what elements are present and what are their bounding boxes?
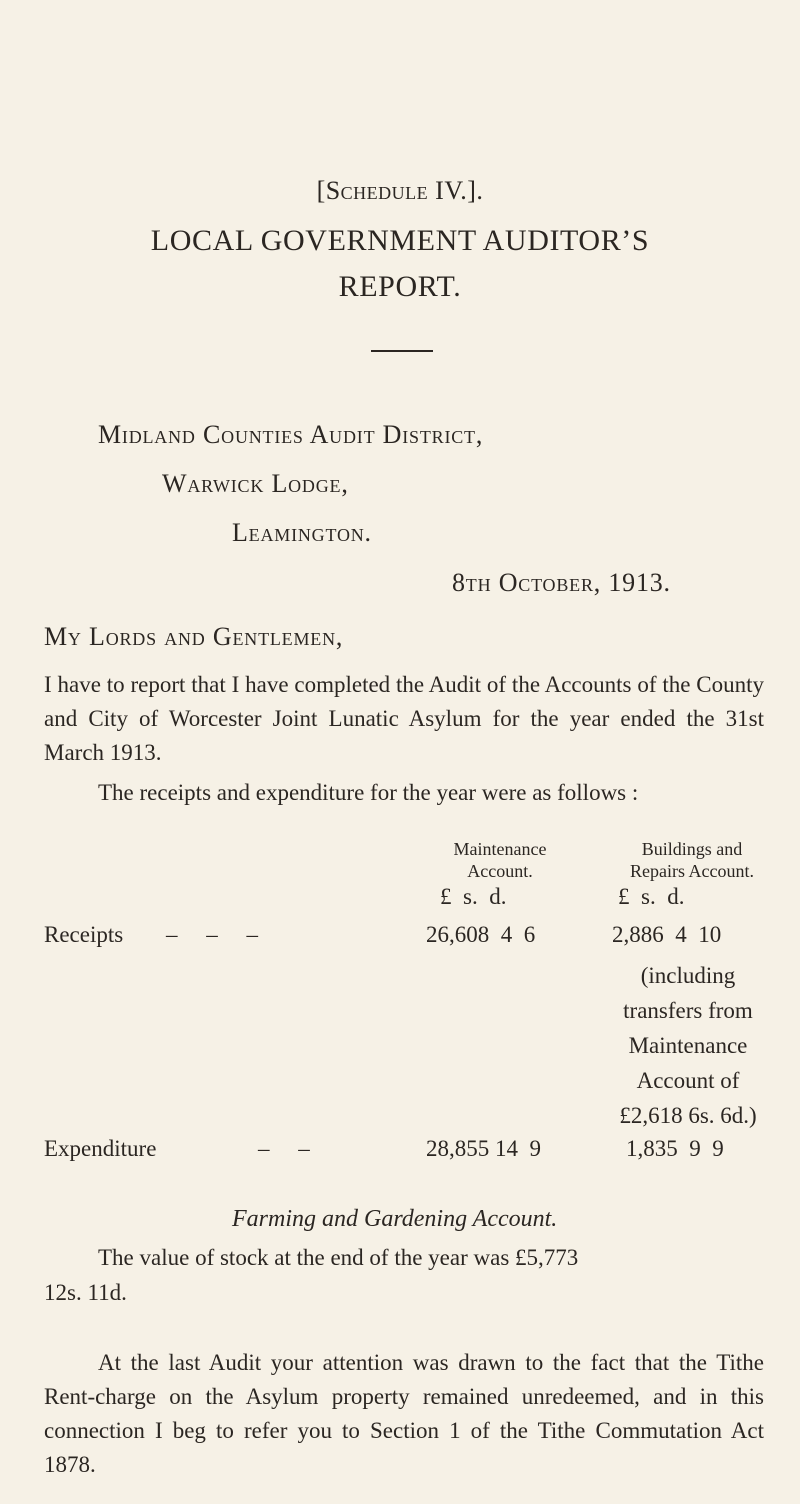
report-title-line1: LOCAL GOVERNMENT AUDITOR’S (150, 224, 650, 257)
expenditure-dashes: – – (258, 1136, 310, 1161)
intro-paragraph: I have to report that I have completed the Audit of the Accounts of the County and City of Worcester Joint Lunatic Asylum for the year ended the 31st March 1913. (44, 672, 764, 765)
closing-paragraph: At the last Audit your attention was drawn to the fact that the Tithe Rent-charge on the Asylum property remained unredeemed, and in this connection I beg to refer you to Section 1 of the Tithe Commutation Act 1878. (44, 1350, 764, 1477)
title-divider (371, 350, 433, 352)
receipts-label: Receipts (44, 922, 124, 947)
schedule-label: [Schedule IV.]. (316, 176, 484, 205)
address-line1: Midland Counties Audit District, (98, 420, 484, 449)
maintenance-units: £ s. d. (440, 884, 507, 909)
expenditure-buildings-value: 1,835 9 9 (626, 1136, 724, 1161)
maintenance-header-line2: Account. (467, 861, 533, 881)
salutation: My Lords and Gentlemen, (44, 622, 344, 651)
report-date: 8th October, 1913. (452, 568, 671, 597)
buildings-header-line2: Repairs Account. (630, 861, 754, 881)
farming-line1: The value of stock at the end of the year was £5,773 (98, 1245, 579, 1270)
note-line: Account of (636, 1068, 740, 1093)
buildings-header-line1: Buildings and (641, 839, 743, 859)
receipts-buildings-note (590, 958, 786, 1133)
buildings-column-header (602, 838, 782, 882)
expenditure-label: Expenditure (44, 1136, 157, 1161)
receipts-maintenance-value: 26,608 4 6 (426, 922, 536, 947)
farming-line2: 12s. 11d. (44, 1280, 127, 1305)
receipts-buildings-value: 2,886 4 10 (612, 922, 722, 947)
receipts-intro: The receipts and expenditure for the year were as follows : (98, 780, 639, 805)
note-line: (including (640, 963, 736, 988)
buildings-units: £ s. d. (618, 884, 685, 909)
note-line: £2,618 6s. 6d.) (619, 1103, 757, 1128)
expenditure-maintenance-value: 28,855 14 9 (426, 1136, 541, 1161)
note-line: Maintenance (628, 1033, 748, 1058)
report-title-line2: REPORT. (338, 270, 462, 303)
farming-heading: Farming and Gardening Account. (232, 1206, 558, 1232)
address-line2: Warwick Lodge, (162, 469, 349, 498)
maintenance-header-line1: Maintenance (453, 839, 547, 859)
note-line: transfers from (623, 998, 753, 1023)
address-line3: Leamington. (232, 518, 372, 547)
maintenance-column-header (410, 838, 590, 882)
receipts-dashes: – – – (166, 922, 258, 947)
